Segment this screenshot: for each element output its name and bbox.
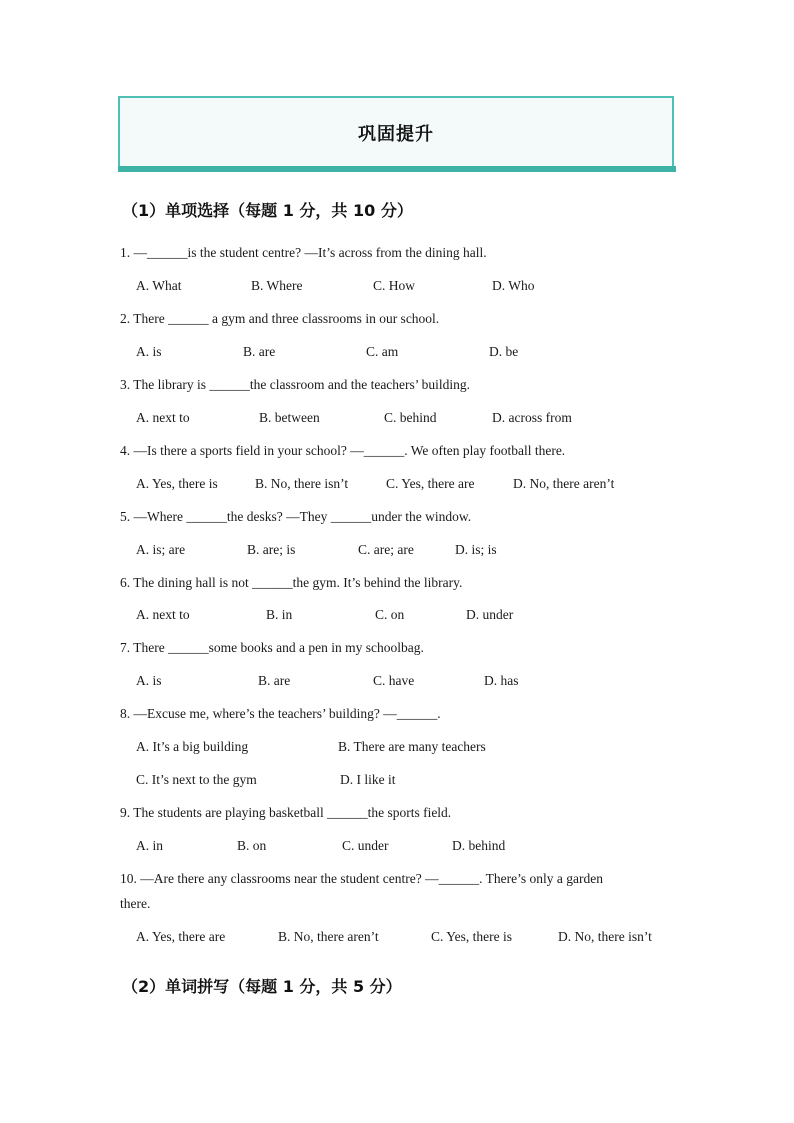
q5-option-d: D. is; is <box>455 542 497 557</box>
question-5: 5. —Where ______the desks? —They ______under the window. <box>120 509 472 524</box>
q2-option-c: C. am <box>366 344 399 359</box>
question-10: 10. —Are there any classrooms near the student centre? —______. There’s only a garden <box>120 871 603 886</box>
section-heading-multiple-choice: （1）单项选择（每题 1 分，共 10 分） <box>122 201 413 220</box>
page-title: 巩固提升 <box>358 124 434 145</box>
q4-option-a: A. Yes, there is <box>136 476 218 491</box>
q6-option-c: C. on <box>375 607 405 622</box>
question-10-continued: there. <box>120 896 151 911</box>
q7-option-b: B. are <box>258 673 291 688</box>
q1-option-b: B. Where <box>251 278 303 293</box>
q9-option-a: A. in <box>136 838 163 853</box>
q1-option-a: A. What <box>136 278 182 293</box>
q7-option-d: D. has <box>484 673 519 688</box>
q6-option-b: B. in <box>266 607 293 622</box>
q3-option-d: D. across from <box>492 410 572 425</box>
section-heading-spelling: （2）单词拼写（每题 1 分，共 5 分） <box>122 977 402 996</box>
q8-option-b: B. There are many teachers <box>338 739 486 754</box>
q2-option-b: B. are <box>243 344 276 359</box>
q4-option-c: C. Yes, there are <box>386 476 475 491</box>
q1-option-c: C. How <box>373 278 416 293</box>
title-banner-underline <box>118 166 676 172</box>
title-banner <box>118 96 674 166</box>
q9-option-d: D. behind <box>452 838 506 853</box>
q8-option-c: C. It’s next to the gym <box>136 772 257 787</box>
q8-option-a: A. It’s a big building <box>136 739 249 754</box>
q2-option-a: A. is <box>136 344 162 359</box>
q2-option-d: D. be <box>489 344 519 359</box>
q1-option-d: D. Who <box>492 278 535 293</box>
q10-option-d: D. No, there isn’t <box>558 929 652 944</box>
q5-option-a: A. is; are <box>136 542 186 557</box>
question-6: 6. The dining hall is not ______the gym. It’s behind the library. <box>120 575 463 590</box>
question-4: 4. —Is there a sports field in your school? —______. We often play football there. <box>120 443 566 458</box>
q7-option-a: A. is <box>136 673 162 688</box>
q4-option-b: B. No, there isn’t <box>255 476 349 491</box>
q9-option-b: B. on <box>237 838 267 853</box>
q6-option-d: D. under <box>466 607 514 622</box>
q8-option-d: D. I like it <box>340 772 396 787</box>
q5-option-b: B. are; is <box>247 542 296 557</box>
q7-option-c: C. have <box>373 673 415 688</box>
q10-option-c: C. Yes, there is <box>431 929 513 944</box>
q3-option-a: A. next to <box>136 410 190 425</box>
q6-option-a: A. next to <box>136 607 190 622</box>
q9-option-c: C. under <box>342 838 389 853</box>
question-9: 9. The students are playing basketball ______the sports field. <box>120 805 452 820</box>
q3-option-b: B. between <box>259 410 320 425</box>
question-2: 2. There ______ a gym and three classrooms in our school. <box>120 311 440 326</box>
q5-option-c: C. are; are <box>358 542 414 557</box>
question-3: 3. The library is ______the classroom and the teachers’ building. <box>120 377 471 392</box>
q10-option-a: A. Yes, there are <box>136 929 226 944</box>
q3-option-c: C. behind <box>384 410 437 425</box>
q4-option-d: D. No, there aren’t <box>513 476 615 491</box>
question-7: 7. There ______some books and a pen in my schoolbag. <box>120 640 424 655</box>
q10-option-b: B. No, there aren’t <box>278 929 379 944</box>
question-8: 8. —Excuse me, where’s the teachers’ building? —______. <box>120 706 441 721</box>
question-1: 1. —______is the student centre? —It’s across from the dining hall. <box>120 245 487 260</box>
